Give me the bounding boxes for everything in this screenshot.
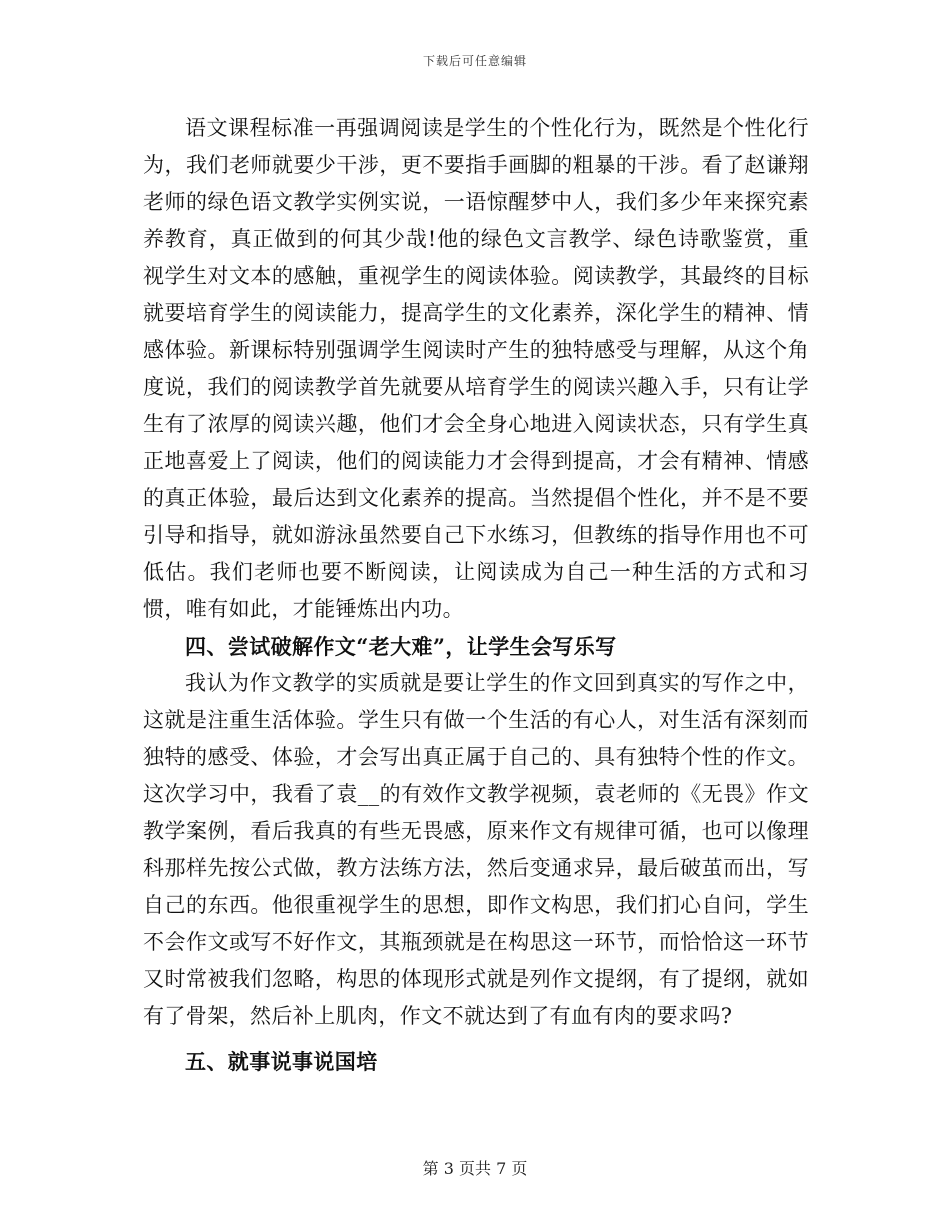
paragraph-writing-teaching: 我认为作文教学的实质就是要让学生的作文回到真实的写作之中，这就是注重生活体验。学生只有做一个生活的有心人，对生活有深刻而独特的感受、体验，才会写出真正属于自己的、具有独特个性的作文。这次学习中，我看了袁__的有效作文教学视频，袁老师的《无畏》作文教学案例，看后我真的有些无畏感，原来作文有规律可循，也可以像理科那样先按公式做，教方法练方法，然后变通求异，最后破茧而出，写自己的东西。他很重视学生的思想，即作文构思，我们扪心自问，学生不会作文或写不好作文，其瓶颈就是在构思这一环节，而恰恰这一环节又时常被我们忽略，构思的体现形式就是列作文提纲，有了提纲，就如有了骨架，然后补上肌肉，作文不就达到了有血有肉的要求吗? [143,671,809,1028]
document-body [143,110,809,1080]
paragraph-reading-teaching: 语文课程标准一再强调阅读是学生的个性化行为，既然是个性化行为，我们老师就要少干涉，更不要指手画脚的粗暴的干涉。看了赵谦翔老师的绿色语文教学实例实说，一语惊醒梦中人，我们多少年来探究素养教育，真正做到的何其少哉!他的绿色文言教学、绿色诗歌鉴赏，重视学生对文本的感触，重视学生的阅读体验。阅读教学，其最终的目标就要培育学生的阅读能力，提高学生的文化素养，深化学生的精神、情感体验。新课标特别强调学生阅读时产生的独特感受与理解，从这个角度说，我们的阅读教学首先就要从培育学生的阅读兴趣入手，只有让学生有了浓厚的阅读兴趣，他们才会全身心地进入阅读状态，只有学生真正地喜爱上了阅读，他们的阅读能力才会得到提高，才会有精神、情感的真正体验，最后达到文化素养的提高。当然提倡个性化，并不是不要引导和指导，就如游泳虽然要自己下水练习，但教练的指导作用也不可低估。我们老师也要不断阅读，让阅读成为自己一种生活的方式和习惯，唯有如此，才能锤炼出内功。 [143,116,809,621]
section-heading-5: 五、就事说事说国培 [185,1049,378,1074]
page-footer: 第 3 页共 7 页 [422,1159,528,1178]
page-header: 下载后可任意编辑 [422,54,527,68]
section-heading-4: 四、尝试破解作文“老大难”，让学生会写乐写 [185,634,617,659]
